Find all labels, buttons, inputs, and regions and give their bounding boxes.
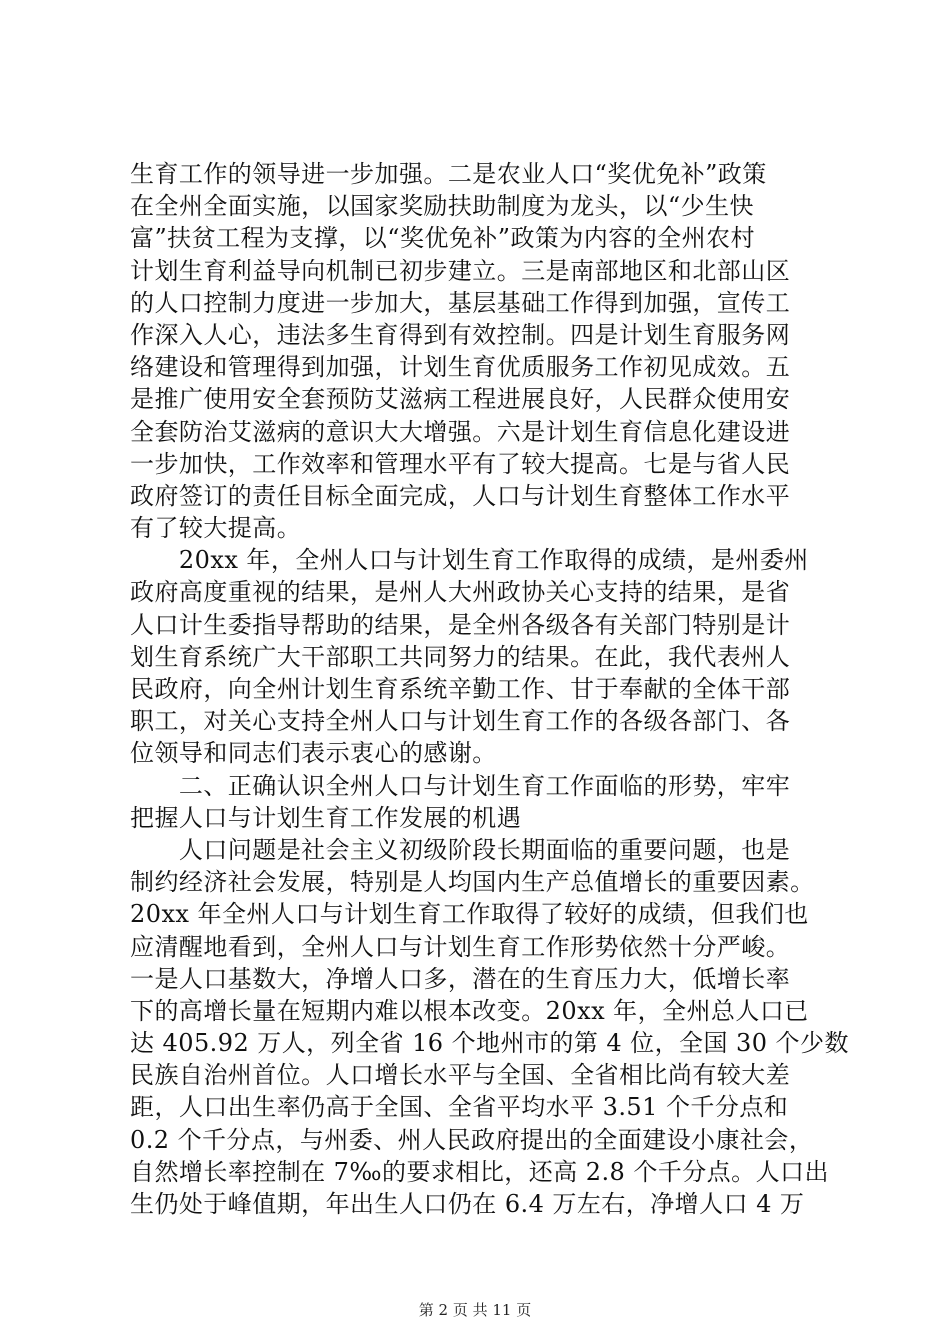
page-number-footer: 第 2 页 共 11 页: [418, 1301, 532, 1319]
text-line: 的人口控制力度进一步加大，基层基础工作得到加强，宣传工: [130, 288, 791, 317]
paragraph-start-line: 人口问题是社会主义初级阶段长期面临的重要问题，也是: [130, 835, 791, 864]
text-line: 是推广使用安全套预防艾滋病工程进展良好，人民群众使用安: [130, 385, 791, 414]
text-line: 一是人口基数大，净增人口多，潜在的生育压力大，低增长率: [130, 964, 791, 993]
text-line: 20xx 年全州人口与计划生育工作取得了较好的成绩，但我们也: [130, 900, 809, 929]
text-line: 划生育系统广大干部职工共同努力的结果。在此，我代表州人: [130, 642, 791, 671]
text-line: 达 405.92 万人，列全省 16 个地州市的第 4 位，全国 30 个少数: [130, 1029, 849, 1058]
text-line: 0.2 个千分点，与州委、州人民政府提出的全面建设小康社会，: [130, 1125, 814, 1154]
text-line: 应清醒地看到，全州人口与计划生育工作形势依然十分严峻。: [130, 932, 791, 961]
text-line: 一步加快，工作效率和管理水平有了较大提高。七是与省人民: [130, 449, 791, 478]
text-line: 有了较大提高。: [130, 514, 302, 543]
text-line: 络建设和管理得到加强，计划生育优质服务工作初见成效。五: [130, 353, 791, 382]
text-line: 民族自治州首位。人口增长水平与全国、全省相比尚有较大差: [130, 1061, 791, 1090]
text-line: 民政府，向全州计划生育系统辛勤工作、甘于奉献的全体干部: [130, 675, 791, 703]
text-line: 下的高增长量在短期内难以根本改变。20xx 年，全州总人口已: [130, 996, 809, 1025]
text-line: 作深入人心，违法多生育得到有效控制。四是计划生育服务网: [130, 320, 791, 349]
text-line: 全套防治艾滋病的意识大大增强。六是计划生育信息化建设进: [130, 417, 791, 446]
text-line: 生育工作的领导进一步加强。二是农业人口“奖优免补”政策: [130, 160, 767, 188]
text-line: 政府高度重视的结果，是州人大州政协关心支持的结果，是省: [130, 578, 791, 607]
section-heading-line: 二、正确认识全州人口与计划生育工作面临的形势，牢牢: [130, 771, 791, 800]
text-line: 职工，对关心支持全州人口与计划生育工作的各级各部门、各: [130, 707, 791, 736]
body-text: [130, 158, 849, 1220]
text-line: 人口计生委指导帮助的结果，是全州各级各有关部门特别是计: [130, 610, 791, 639]
text-line: 自然增长率控制在 7‰的要求相比，还高 2.8 个千分点。人口出: [130, 1157, 829, 1186]
text-line: 制约经济社会发展，特别是人均国内生产总值增长的重要因素。: [130, 868, 815, 897]
section-heading-line: 把握人口与计划生育工作发展的机遇: [130, 803, 522, 832]
text-line: 富”扶贫工程为支撑，以“奖优免补”政策为内容的全州农村: [130, 224, 755, 253]
text-line: 生仍处于峰值期，年出生人口仍在 6.4 万左右，净增人口 4 万: [130, 1190, 805, 1218]
text-line: 计划生育利益导向机制已初步建立。三是南部地区和北部山区: [130, 256, 791, 285]
text-line: 距，人口出生率仍高于全国、全省平均水平 3.51 个千分点和: [130, 1093, 789, 1122]
text-line: 在全州全面实施，以国家奖励扶助制度为龙头，以“少生快: [130, 192, 754, 221]
text-line: 位领导和同志们表示衷心的感谢。: [130, 739, 497, 768]
text-line: 政府签订的责任目标全面完成，人口与计划生育整体工作水平: [130, 481, 791, 510]
paragraph-start-line: 20xx 年，全州人口与计划生育工作取得的成绩，是州委州: [130, 546, 809, 575]
